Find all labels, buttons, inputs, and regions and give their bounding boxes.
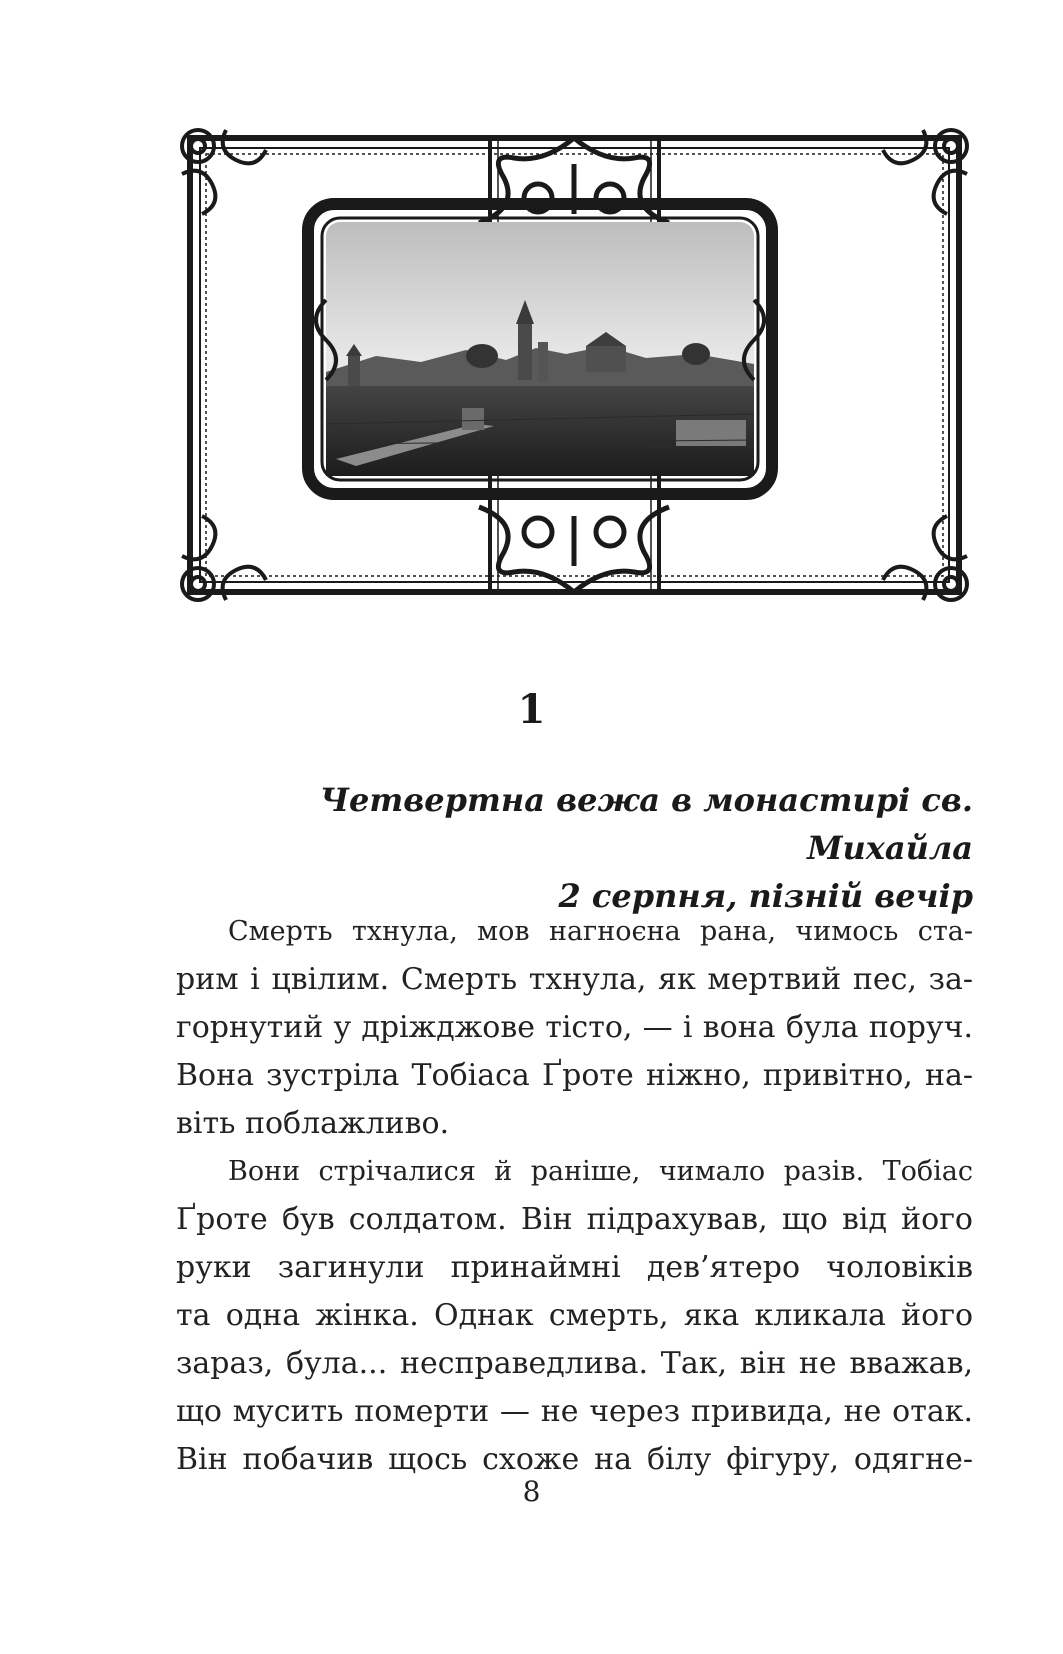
text-line: Вони стрічалися й раніше, чимало разів. Тобіас bbox=[228, 1156, 973, 1187]
text-line: руки загинули принаймні дев’ятеро чоловіків bbox=[176, 1250, 973, 1285]
chapter-date: 2 серпня, пізній вечір bbox=[558, 877, 973, 915]
text-line: рим і цвілим. Смерть тхнула, як мертвий пес, за- bbox=[176, 962, 973, 997]
text-line: віть поблажливо. bbox=[176, 1106, 450, 1141]
chapter-location: Четвертна вежа в монастирі св. Михайла bbox=[319, 781, 973, 867]
chapter-heading bbox=[176, 776, 973, 920]
paragraph bbox=[176, 1148, 973, 1484]
text-line: Він побачив щось схоже на білу фігуру, одягне- bbox=[176, 1442, 973, 1477]
paragraph bbox=[176, 908, 973, 1148]
text-line: Смерть тхнула, мов нагноєна рана, чимось ста- bbox=[228, 916, 973, 947]
page-number: 8 bbox=[522, 1475, 541, 1508]
text-line: Вона зустріла Тобіаса Ґроте ніжно, привітно, на- bbox=[176, 1058, 973, 1093]
text-line: зараз, була... несправедлива. Так, він не вважав, bbox=[176, 1346, 973, 1381]
chapter-number: 1 bbox=[517, 686, 546, 733]
text-line: що мусить померти — не через привида, не отак. bbox=[176, 1394, 973, 1429]
body-text bbox=[176, 908, 973, 1484]
text-line: та одна жінка. Однак смерть, яка кликала його bbox=[176, 1298, 973, 1333]
text-line: горнутий у дріжджове тісто, — і вона була поруч. bbox=[176, 1010, 973, 1045]
ornamental-frame-illustration bbox=[176, 124, 973, 606]
town-engraving-image bbox=[326, 222, 754, 476]
text-line: Ґроте був солдатом. Він підрахував, що від його bbox=[176, 1202, 973, 1237]
